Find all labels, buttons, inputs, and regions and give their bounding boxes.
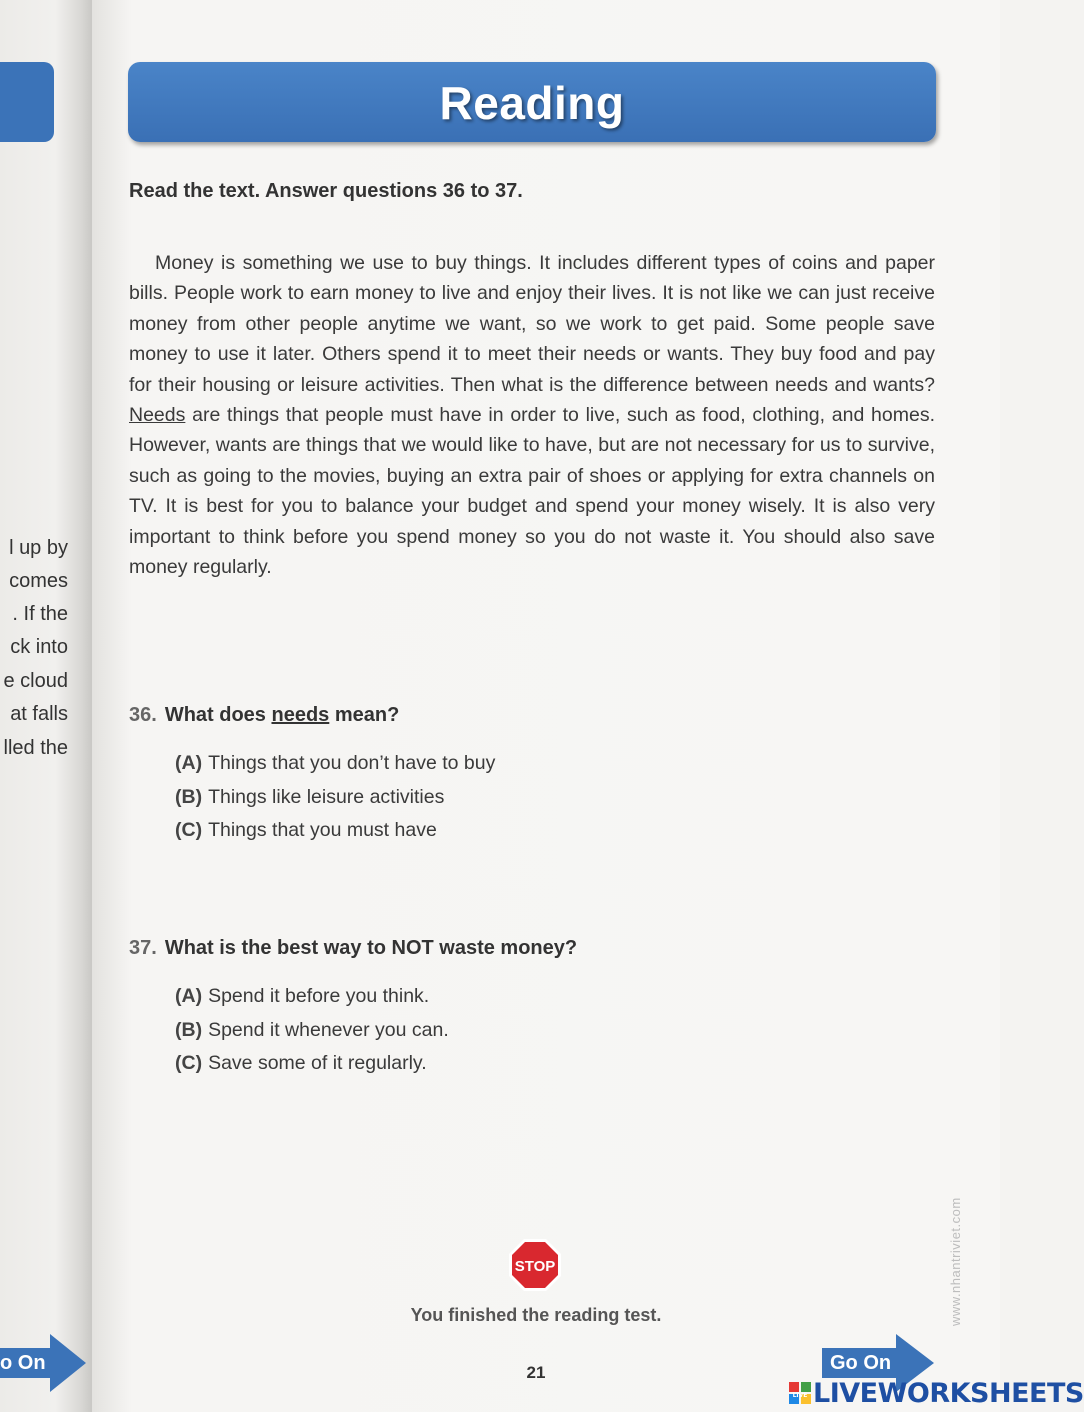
answer-option[interactable] <box>175 1047 449 1081</box>
go-on-label: Go On <box>830 1352 892 1374</box>
left-go-on-arrow <box>0 1334 86 1392</box>
logo-icon-text: LIVE <box>792 1392 808 1399</box>
passage-text: are things that people must have in order to live, such as food, clothing, and homes. However, wants are things that we would like to have, but are not necessary for us to survive, such as going to the movies, buying an extra pair of shoes or applying for extra channels on TV. It is best for you to balance your budget and spend your money wisely. It is also very important to think before you spend money so you do not waste it. You should also save money regularly. <box>129 404 935 579</box>
option-letter: (B) <box>175 785 203 808</box>
page-number: 21 <box>526 1363 546 1382</box>
section-banner <box>128 62 936 142</box>
option-letter: (B) <box>175 1018 203 1041</box>
option-letter: (A) <box>175 985 203 1007</box>
liveworksheets-logo <box>789 1376 1084 1410</box>
question-text: What does needs mean? <box>164 704 400 726</box>
left-page-banner-edge <box>0 62 54 142</box>
question-number: 36. <box>129 704 157 726</box>
question-keyword-needs: needs <box>271 704 330 726</box>
option-text: Things like leisure activities <box>208 785 445 808</box>
option-letter: (C) <box>175 1052 203 1074</box>
option-text: Save some of it regularly. <box>208 1052 427 1074</box>
answer-option[interactable] <box>175 980 449 1014</box>
liveworksheets-logo-text: LIVEWORKSHEETS <box>813 1377 1084 1409</box>
answer-option[interactable] <box>175 781 495 815</box>
left-page-text-line: ck into <box>10 636 68 658</box>
instructions: Read the text. Answer questions 36 to 37. <box>129 180 523 202</box>
left-go-on-label: o On <box>0 1352 46 1374</box>
stop-label: STOP <box>514 1258 556 1275</box>
question-36-options <box>175 747 495 848</box>
stop-sign-icon <box>508 1238 562 1292</box>
question-text: What is the best way to NOT waste money? <box>164 937 578 959</box>
page-title: Reading <box>439 77 625 129</box>
liveworksheets-logo-icon <box>789 1382 811 1404</box>
worksheet-page <box>92 0 1084 1412</box>
answer-option[interactable] <box>175 814 495 848</box>
left-facing-page <box>0 0 92 1412</box>
completion-message: You finished the reading test. <box>410 1305 662 1325</box>
option-text: Spend it whenever you can. <box>208 1018 449 1041</box>
passage-text: Money is something we use to buy things. It includes different types of coins and paper bills. People work to earn money to live and enjoy their lives. It is not like we can just receive money from other people anytime we want, so we work to get paid. Some people save money to use it later. Others spend it to meet their needs or wants. They buy food and pay for their housing or leisure activities. Then what is the difference between needs and wants? <box>129 252 935 396</box>
left-page-text-line: e cloud <box>3 670 68 692</box>
left-page-text-line: l up by <box>9 537 68 559</box>
reading-passage <box>129 248 935 582</box>
option-text: Spend it before you think. <box>208 985 430 1007</box>
answer-option[interactable] <box>175 1014 449 1048</box>
passage-keyword-needs: Needs <box>129 404 186 427</box>
question-number: 37. <box>129 937 157 959</box>
option-letter: (A) <box>175 752 203 774</box>
option-text: Things that you must have <box>208 819 437 841</box>
left-page-text-line: comes <box>9 570 68 592</box>
answer-option[interactable] <box>175 747 495 781</box>
option-letter: (C) <box>175 819 203 841</box>
question-37-options <box>175 980 449 1081</box>
left-page-text-line: lled the <box>3 737 68 759</box>
option-text: Things that you don’t have to buy <box>208 752 496 774</box>
question-37 <box>129 937 577 960</box>
question-36 <box>129 704 399 727</box>
left-page-text-line: at falls <box>10 703 68 725</box>
publisher-watermark: www.nhantriviet.com <box>948 1197 963 1326</box>
left-page-text-line: . If the <box>12 603 68 625</box>
